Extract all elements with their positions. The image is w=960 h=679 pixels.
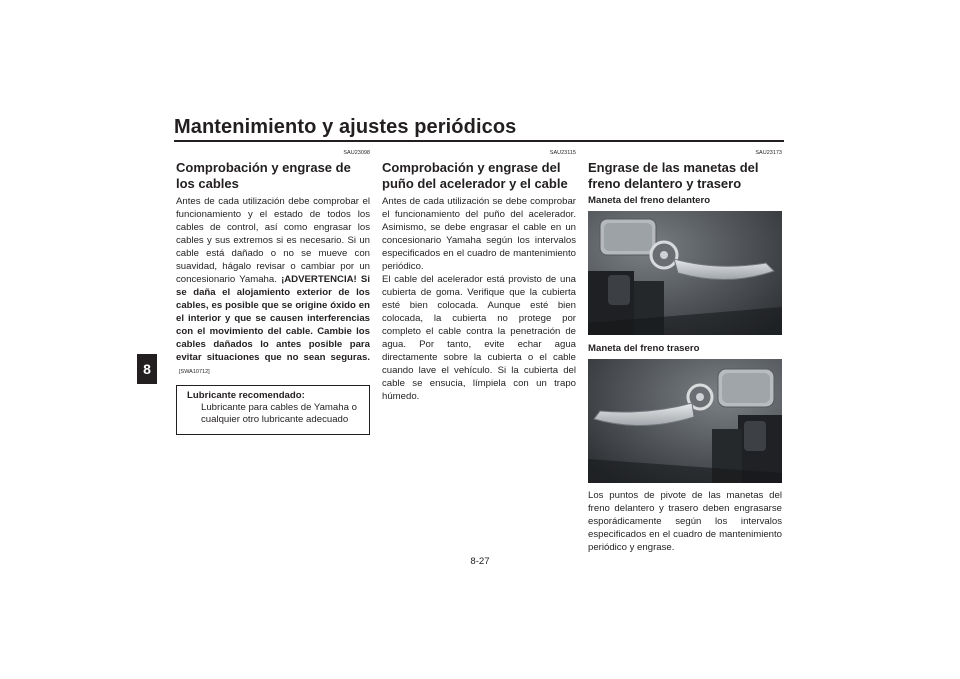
section-paragraph-2: El cable del acelerador está provisto de una cubierta de goma. Verifique que la cubierta esté bien colocada. Aunque esté bien colocada, la cubierta no protege por completo el cable contra la penetración de agua. Por tanto, evite echar agua directamente sobre la cubierta o el cable cuando lave el vehículo. Si la cubierta del cable se ensucia, límpiela con un trapo húmedo. [382,274,576,402]
section-title: Engrase de las manetas del freno delantero y trasero [588,160,759,191]
page-number: 8-27 [470,556,490,567]
warning-text: ¡ADVERTENCIA! Si se daña el alojamiento exterior de los cables, es posible que se origine óxido en el interior y que se causen interferencias con el movimiento del cable. Cambie los cables dañados lo antes posible para evitar situaciones que no sean seguras. [176,274,370,363]
section-brake-levers [588,150,782,554]
section-code: SAU23098 [343,150,370,156]
rear-brake-label: Maneta del freno trasero [588,343,700,354]
front-brake-lever-image [588,211,782,335]
section-cables [176,150,370,435]
lubricant-box [176,385,370,435]
page-header-title: Mantenimiento y ajustes periódicos [174,116,517,138]
lubricant-box-title: Lubricante recomendado: [187,390,305,401]
warning-reference: [SWA10712] [179,369,210,375]
section-throttle [382,150,576,403]
body-text: Antes de cada utilización debe comprobar el funcionamiento y el estado de todos los cables de control, así como engrasar los cables y sus extremos si es necesario. Si un cable está dañado o no se mueve con suavidad, hágalo revisar o cambiar por un concesionario Yamaha. [176,196,370,285]
lubricant-box-body: Lubricante para cables de Yamaha o cualquier otro lubricante adecuado [201,402,357,425]
section-title: Comprobación y engrase del puño del acelerador y el cable [382,160,568,191]
header-divider [174,140,784,142]
chapter-tab: 8 [137,354,157,384]
section-body: Los puntos de pivote de las manetas del freno delantero y trasero deben engrasarse esporádicamente según los intervalos especificados en el cuadro de mantenimiento periódico y engrase. [588,490,782,553]
section-paragraph-1: Antes de cada utilización se debe comprobar el funcionamiento del puño del acelerador. Asimismo, se debe engrasar el cable en un concesionario Yamaha según los intervalos especificados en el cuadro de mantenimiento periódico. [382,196,576,272]
front-brake-label: Maneta del freno delantero [588,195,711,206]
rear-brake-lever-image [588,359,782,483]
section-title: Comprobación y engrase de los cables [176,160,351,191]
section-code: SAU23173 [755,150,782,156]
section-code: SAU23115 [549,150,576,156]
section-body [176,195,370,379]
